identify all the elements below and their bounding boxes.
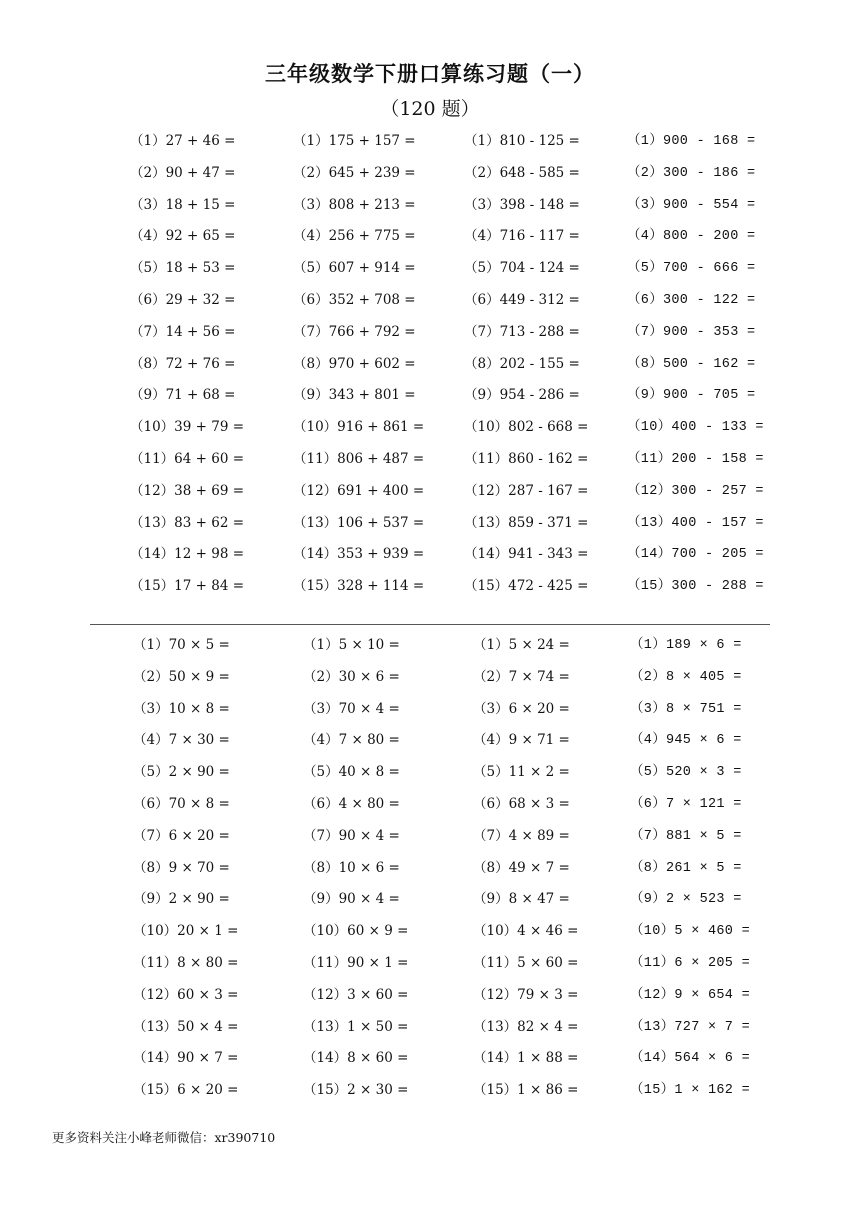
problem-item: （2）90 + 47 = [130,164,236,181]
problem-item: （1）900 - 168 = [627,134,756,149]
problem-item: （11）8 × 80 = [133,954,239,971]
problem-item: （3）10 × 8 = [133,700,230,717]
problem-item: （6）300 - 122 = [627,292,756,308]
problem-item: （12）300 - 257 = [627,483,764,499]
problem-item: （14）12 + 98 = [130,546,245,563]
problem-item: （9）90 × 4 = [303,891,400,908]
problem-column-2 [293,126,424,603]
problem-item: （2）648 - 585 = [464,164,580,181]
problem-item: （2）7 × 74 = [473,668,570,685]
problem-item: （13）50 × 4 = [133,1018,239,1035]
problem-item: （13）106 + 537 = [293,514,425,531]
problem-item: （6）352 + 708 = [293,291,416,308]
problem-item: （2）8 × 405 = [630,669,742,685]
problem-item: （13）83 + 62 = [130,514,245,531]
problem-item: （10）39 + 79 = [130,419,245,436]
problem-item: （13）400 - 157 = [627,515,764,531]
problem-item: （15）6 × 20 = [133,1082,239,1099]
problem-item: （3）900 - 554 = [627,197,756,213]
problem-item: （4）7 × 30 = [133,732,230,749]
problem-item: （15）472 - 425 = [464,578,589,595]
problem-item: （7）6 × 20 = [133,827,230,844]
problem-item: （12）79 × 3 = [473,986,579,1003]
problem-item: （10）5 × 460 = [630,924,751,940]
footer-note: 更多资料关注小峰老师微信：xr390710 [52,1130,276,1145]
problem-item: （9）8 × 47 = [473,891,570,908]
problem-item: （9）2 × 523 = [630,892,742,908]
problem-item: （1）70 × 5 = [133,637,230,653]
problem-item: （3）18 + 15 = [130,196,236,213]
problem-item: （8）9 × 70 = [133,859,230,876]
problem-item: （8）261 × 5 = [630,860,742,876]
problem-item: （4）800 - 200 = [627,229,756,245]
problem-item: （8）49 × 7 = [473,859,570,876]
problem-item: （6）70 × 8 = [133,795,230,812]
problem-column-4 [630,630,750,1107]
problem-item: （4）945 × 6 = [630,733,742,749]
problem-item: （14）1 × 88 = [473,1050,579,1067]
problem-item: （11）200 - 158 = [627,451,764,467]
problem-item: （11）806 + 487 = [293,450,425,467]
problem-column-4 [627,126,764,603]
problem-column-3 [473,630,578,1107]
problem-item: （5）11 × 2 = [473,764,570,781]
problem-item: （1）27 + 46 = [130,133,236,149]
problem-item: （8）202 - 155 = [464,355,580,372]
problem-item: （1）175 + 157 = [293,133,416,149]
problem-item: （12）9 × 654 = [630,987,751,1003]
problem-item: （6）68 × 3 = [473,795,570,812]
problem-item: （6）29 + 32 = [130,291,236,308]
problem-item: （8）72 + 76 = [130,355,236,372]
problem-item: （14）353 + 939 = [293,546,425,563]
problem-item: （4）7 × 80 = [303,732,400,749]
problem-item: （8）970 + 602 = [293,355,416,372]
problem-item: （5）2 × 90 = [133,764,230,781]
problem-item: （15）328 + 114 = [293,578,425,595]
problem-item: （3）70 × 4 = [303,700,400,717]
problem-item: （13）727 × 7 = [630,1019,751,1035]
problem-item: （4）716 - 117 = [464,228,580,245]
problem-item: （1）5 × 10 = [303,637,400,653]
problem-item: （7）90 × 4 = [303,827,400,844]
problem-item: （2）50 × 9 = [133,668,230,685]
problem-item: （11）6 × 205 = [630,955,751,971]
problem-column-1 [133,630,238,1107]
problem-item: （7）900 - 353 = [627,324,756,340]
problem-column-3 [464,126,588,603]
problem-item: （6）449 - 312 = [464,291,580,308]
problem-item: （5）704 - 124 = [464,260,580,277]
problem-item: （15）1 × 86 = [473,1082,579,1099]
problem-item: （5）607 + 914 = [293,260,416,277]
problem-item: （2）30 × 6 = [303,668,400,685]
problem-item: （15）17 + 84 = [130,578,245,595]
problem-item: （9）954 - 286 = [464,387,580,404]
problem-item: （8）10 × 6 = [303,859,400,876]
problem-item: （14）564 × 6 = [630,1051,751,1067]
problem-item: （3）6 × 20 = [473,700,570,717]
problem-item: （3）8 × 751 = [630,701,742,717]
problem-item: （11）5 × 60 = [473,954,579,971]
problem-item: （2）300 - 186 = [627,165,756,181]
problem-item: （12）3 × 60 = [303,986,409,1003]
problem-item: （14）941 - 343 = [464,546,589,563]
problem-item: （9）2 × 90 = [133,891,230,908]
problem-item: （5）40 × 8 = [303,764,400,781]
problem-item: （10）802 - 668 = [464,419,589,436]
problem-item: （3）808 + 213 = [293,196,416,213]
problem-item: （2）645 + 239 = [293,164,416,181]
problem-item: （1）5 × 24 = [473,637,570,653]
problem-item: （14）8 × 60 = [303,1050,409,1067]
problem-item: （11）860 - 162 = [464,450,589,467]
problem-item: （13）82 × 4 = [473,1018,579,1035]
problem-item: （13）1 × 50 = [303,1018,409,1035]
problem-item: （1）810 - 125 = [464,133,580,149]
problem-item: （9）71 + 68 = [130,387,236,404]
problem-item: （12）60 × 3 = [133,986,239,1003]
problem-item: （10）4 × 46 = [473,923,579,940]
problem-item: （8）500 - 162 = [627,356,756,372]
problem-item: （12）287 - 167 = [464,482,589,499]
problem-item: （4）9 × 71 = [473,732,570,749]
problem-item: （11）64 + 60 = [130,450,245,467]
problem-column-1 [130,126,244,603]
problem-item: （5）520 × 3 = [630,765,742,781]
problem-item: （10）20 × 1 = [133,923,239,940]
problem-item: （14）700 - 205 = [627,547,764,563]
problem-item: （14）90 × 7 = [133,1050,239,1067]
problem-item: （11）90 × 1 = [303,954,409,971]
problem-item: （7）14 + 56 = [130,323,236,340]
problem-item: （1）189 × 6 = [630,638,742,653]
problem-item: （10）60 × 9 = [303,923,409,940]
problem-item: （4）92 + 65 = [130,228,236,245]
problem-item: （7）713 - 288 = [464,323,580,340]
problem-item: （5）18 + 53 = [130,260,236,277]
problem-item: （6）4 × 80 = [303,795,400,812]
problem-item: （3）398 - 148 = [464,196,580,213]
problem-item: （10）400 - 133 = [627,420,764,436]
section-divider [90,624,770,625]
page-title: 三年级数学下册口算练习题（一） [265,61,595,86]
page-subtitle: （120 题） [380,98,480,120]
problem-item: （9）900 - 705 = [627,388,756,404]
problem-item: （13）859 - 371 = [464,514,589,531]
problem-item: （9）343 + 801 = [293,387,416,404]
problem-item: （15）2 × 30 = [303,1082,409,1099]
problem-item: （7）766 + 792 = [293,323,416,340]
problem-column-2 [303,630,408,1107]
problem-item: （10）916 + 861 = [293,419,425,436]
problem-item: （12）691 + 400 = [293,482,425,499]
problem-item: （6）7 × 121 = [630,796,742,812]
problem-item: （15）1 × 162 = [630,1083,751,1099]
problem-item: （7）4 × 89 = [473,827,570,844]
problem-item: （12）38 + 69 = [130,482,245,499]
problem-item: （5）700 - 666 = [627,261,756,277]
problem-item: （7）881 × 5 = [630,828,742,844]
problem-item: （4）256 + 775 = [293,228,416,245]
problem-item: （15）300 - 288 = [627,579,764,595]
